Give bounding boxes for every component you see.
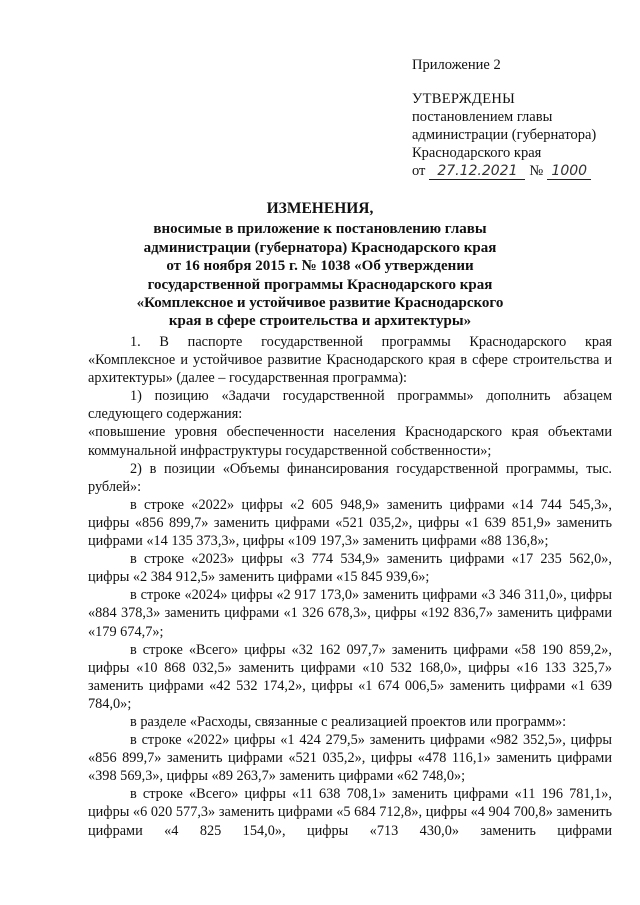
approval-date-number-line bbox=[412, 162, 632, 180]
title-line: государственной программы Краснодарского края bbox=[147, 276, 493, 293]
document-body bbox=[88, 333, 612, 840]
approval-line-1: постановлением главы bbox=[412, 109, 553, 125]
approved-label: УТВЕРЖДЕНЫ bbox=[412, 91, 516, 107]
number-label: № bbox=[529, 163, 544, 179]
title-heading: ИЗМЕНЕНИЯ, bbox=[266, 200, 374, 217]
title-line: вносимые в приложение к постановлению главы bbox=[153, 221, 487, 238]
paragraph: «повышение уровня обеспеченности населения Краснодарского края объектами коммунальной инфраструктуры государственной собственности»; bbox=[88, 424, 612, 459]
paragraph: в строке «2022» цифры «1 424 279,5» заменить цифрами «982 352,5», цифры «856 899,7» заменить цифрами «521 035,2», цифры «478 116,1» заменить цифрами «398 569,3», цифры «89 263,7» заменить цифрами «62 748,0»; bbox=[88, 732, 612, 785]
paragraph: 2) в позиции «Объемы финансирования государственной программы, тыс. рублей»: bbox=[88, 460, 612, 495]
paragraph: 1) позицию «Задачи государственной программы» дополнить абзацем следующего содержания: bbox=[88, 388, 612, 423]
approval-number: 1000 bbox=[547, 163, 591, 180]
paragraph: в разделе «Расходы, связанные с реализацией проектов или программ»: bbox=[130, 713, 567, 730]
title-line: «Комплексное и устойчивое развитие Краснодарского bbox=[136, 295, 504, 312]
approval-line-2: администрации (губернатора) bbox=[412, 127, 597, 143]
title-line: от 16 ноября 2015 г. № 1038 «Об утверждении bbox=[166, 258, 474, 275]
appendix-label: Приложение 2 bbox=[412, 57, 501, 73]
title-line: администрации (губернатора) Краснодарского края bbox=[143, 239, 497, 256]
paragraph: в строке «2024» цифры «2 917 173,0» заменить цифрами «3 346 311,0», цифры «884 378,3» заменить цифрами «1 326 678,3», цифры «192 836,7» заменить цифрами «179 674,7»; bbox=[88, 587, 612, 640]
paragraph: в строке «Всего» цифры «11 638 708,1» заменить цифрами «11 196 781,1», цифры «6 020 577,3» заменить цифрами «5 684 712,8», цифры «4 904 700,8» заменить цифрами «4 825 154,0», цифры «713 430,0» заменить цифрами bbox=[88, 786, 612, 839]
approval-date: 27.12.2021 bbox=[429, 163, 525, 180]
approval-line-3: Краснодарского края bbox=[412, 145, 542, 161]
document-title bbox=[100, 200, 540, 331]
from-label: от bbox=[412, 163, 426, 179]
paragraph: в строке «Всего» цифры «32 162 097,7» заменить цифрами «58 190 859,2», цифры «10 868 032,5» заменить цифрами «10 532 168,0», цифры «16 133 325,7» заменить цифрами «42 532 174,2», цифры «1 674 006,5» заменить цифрами «1 639 784,0»; bbox=[88, 641, 612, 712]
paragraph: в строке «2022» цифры «2 605 948,9» заменить цифрами «14 744 545,3», цифры «856 899,7» заменить цифрами «521 035,2», цифры «1 639 851,9» заменить цифрами «14 135 373,3», цифры «109 197,3» заменить цифрами «88 136,8»; bbox=[88, 496, 612, 550]
approval-stamp bbox=[412, 56, 632, 180]
title-line: края в сфере строительства и архитектуры» bbox=[168, 313, 472, 330]
paragraph: 1. В паспорте государственной программы Краснодарского края «Комплексное и устойчивое развитие Краснодарского края в сфере строительства и архитектуры» (далее – государственная программа): bbox=[88, 334, 612, 387]
paragraph: в строке «2023» цифры «3 774 534,9» заменить цифрами «17 235 562,0», цифры «2 384 912,5» заменить цифрами «15 845 939,6»; bbox=[88, 551, 612, 586]
